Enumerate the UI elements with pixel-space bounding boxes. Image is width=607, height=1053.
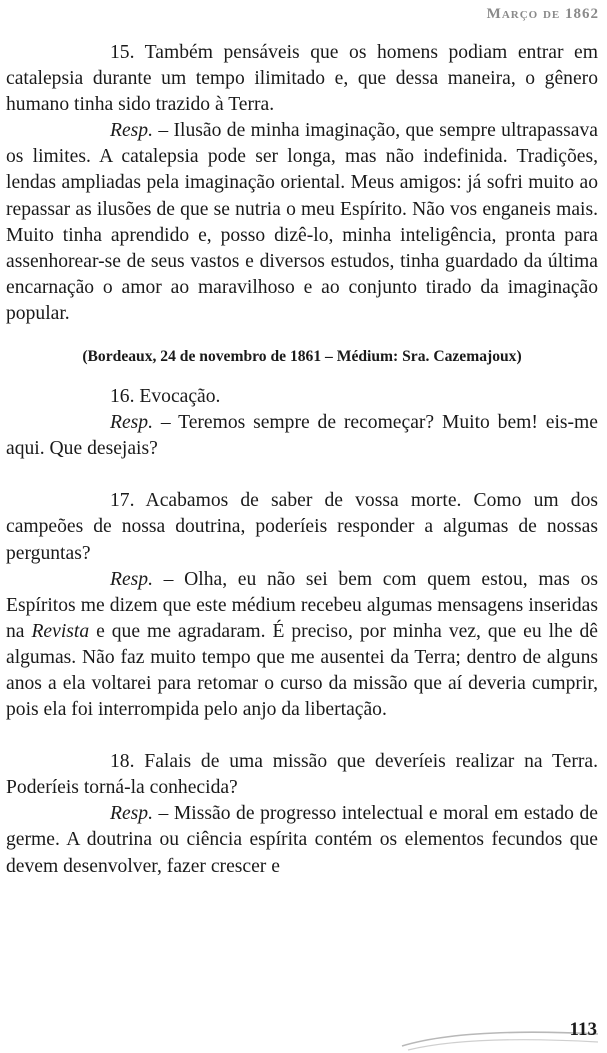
resp-label: Resp. — [110, 412, 153, 434]
resp-label: Resp. — [110, 568, 153, 590]
question-16: 16. Evocação. — [110, 386, 221, 408]
revista-title: Revista — [31, 620, 90, 642]
question-17: 17. Acabamos de saber de vossa morte. Como um dos campeões de nossa doutrina, poderíeis responder a algumas de nossas perguntas? — [6, 490, 598, 564]
answer-18-text: – Missão de progresso intelectual e moral em estado de germe. A doutrina ou ciência espírita contém os elementos fecundos que devem desenvolver, fazer crescer e — [6, 803, 598, 877]
page-number: 113 — [569, 1019, 597, 1040]
running-header: Março de 1862 — [486, 6, 599, 22]
section-subheading: (Bordeaux, 24 de novembro de 1861 – Médium: Sra. Cazemajoux) — [82, 348, 522, 366]
answer-17-text-2: e que me agradaram. É preciso, por minha vez, que eu lhe dê algumas. Não faz muito tempo que me ausentei da Terra; dentro de alguns anos a ela voltarei para retomar o curso da missão que aí deveria cumprir, pois ela foi interrompida pelo anjo da libertação. — [6, 620, 598, 721]
question-18: 18. Falais de uma missão que deveríeis realizar na Terra. Poderíeis torná-la conhecida? — [6, 751, 598, 799]
question-15: 15. Também pensáveis que os homens podiam entrar em catalepsia durante um tempo ilimitado e, que dessa maneira, o gênero humano tinha sido trazido à Terra. — [6, 42, 598, 116]
answer-16-text: – Teremos sempre de recomeçar? Muito bem! eis-me aqui. Que desejais? — [6, 412, 598, 460]
answer-15 — [6, 118, 598, 327]
answer-17-text-1: – Olha, eu não sei bem com quem estou, mas os Espíritos me dizem que este médium recebeu algumas mensagens inseridas na — [6, 568, 598, 642]
page-body — [6, 40, 598, 880]
answer-15-text: – Ilusão de minha imaginação, que sempre ultrapassava os limites. A catalepsia pode ser longa, mas não indefinida. Tradições, lendas ampliadas pela imaginação oriental. Meus amigos: já sofri muito ao repassar as ilusões de que se nutria o meu Espírito. Não vos enganeis mais. Muito tinha aprendido e, posso dizê-lo, minha inteligência, pronta para assenhorear-se de seus vastos e diversos estudos, tinha guardado da última encarnação o amor ao maravilhoso e ao conjunto tirado da imaginação popular. — [6, 120, 598, 324]
answer-18 — [6, 801, 598, 879]
answer-17 — [6, 567, 598, 724]
answer-16 — [6, 410, 598, 462]
resp-label: Resp. — [110, 803, 153, 825]
resp-label: Resp. — [110, 120, 153, 142]
